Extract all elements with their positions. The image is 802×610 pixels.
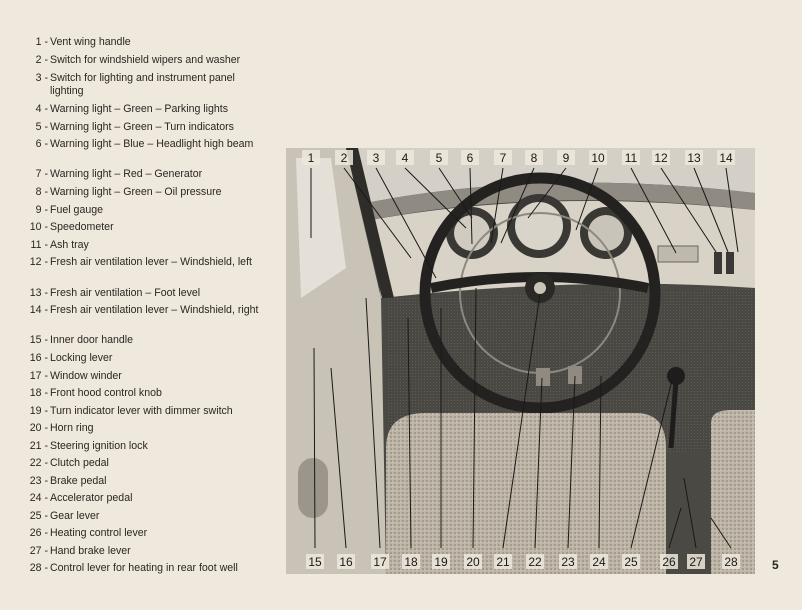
callout-number: 18 [404,555,418,569]
callout-number: 7 [499,151,507,165]
legend-item-text: Window winder [50,370,122,382]
legend-item-number: 22 - [29,457,48,469]
legend-item-number: 21 - [29,440,48,452]
legend-item-number: 17 - [29,370,48,382]
callout-number: 21 [496,555,510,569]
legend-item-text: Horn ring [50,422,94,434]
legend-item-number: 7 - [35,168,48,180]
legend-item-number: 2 - [35,54,48,66]
legend-item-text: Warning light – Green – Turn indicators [50,121,234,133]
legend-item-text: Control lever for heating in rear foot well [50,562,238,574]
legend-item-number: 11 - [30,239,48,251]
legend-item-text: Warning light – Green – Oil pressure [50,186,222,198]
legend-item-number: 20 - [29,422,48,434]
callout-number: 27 [689,555,703,569]
legend-item-number: 28 - [29,562,48,574]
legend-item-text: Fresh air ventilation lever – Windshield, right [50,304,259,316]
callout-number: 6 [466,151,474,165]
legend-item-text: Turn indicator lever with dimmer switch [50,405,233,417]
legend-item-number: 10 - [29,221,48,233]
callout-number: 2 [340,151,348,165]
legend-item-text: Vent wing handle [50,36,131,48]
legend-item-text: Inner door handle [50,334,134,346]
legend-item-number: 3 - [35,72,48,84]
legend-item-number: 18 - [29,387,48,399]
legend-item-text: Heating control lever [50,527,148,539]
callout-number: 17 [373,555,387,569]
legend-item-number: 23 - [29,475,48,487]
legend-item-text: Warning light – Blue – Headlight high beam [50,138,254,150]
callout-number: 20 [466,555,480,569]
legend-item-text: Brake pedal [50,475,107,487]
legend-item-text: Accelerator pedal [50,492,133,504]
legend-item-text: Speedometer [50,221,114,233]
callout-number: 4 [401,151,409,165]
callout-number: 5 [435,151,443,165]
callout-number: 1 [307,151,315,165]
callout-number: 28 [724,555,738,569]
legend-item-text: Switch for windshield wipers and washer [50,54,241,66]
dashboard-illustration [286,148,755,574]
legend-item-text: Fresh air ventilation – Foot level [50,287,201,299]
callout-number: 8 [530,151,538,165]
legend-item-text: Front hood control knob [50,387,162,399]
legend-item-number: 15 - [29,334,48,346]
callout-number: 23 [561,555,575,569]
callout-number: 22 [528,555,542,569]
legend-item-number: 13 - [29,287,48,299]
legend-item-text: Hand brake lever [50,545,131,557]
callout-number: 16 [339,555,353,569]
legend-item-text: Ash tray [50,239,89,251]
legend-item-text: Switch for lighting and instrument panel lighting [50,72,235,97]
callout-number: 15 [308,555,322,569]
legend-item-number: 1 - [35,36,48,48]
legend-item-number: 8 - [35,186,48,198]
legend-item-number: 9 - [35,204,48,216]
legend-item-number: 24 - [29,492,48,504]
legend-item-number: 14 - [29,304,48,316]
legend-list [0,0,280,610]
legend-item-number: 25 - [29,510,48,522]
legend-item-text: Warning light – Green – Parking lights [50,103,229,115]
callout-number: 26 [662,555,676,569]
legend-item-number: 5 - [35,121,48,133]
legend-item-text: Steering ignition lock [50,440,148,452]
legend-item-text: Fresh air ventilation lever – Windshield, left [50,256,252,268]
callout-number: 9 [562,151,570,165]
callout-number: 10 [591,151,605,165]
callout-number: 25 [624,555,638,569]
legend-item-number: 19 - [29,405,48,417]
legend-item-text: Gear lever [50,510,100,522]
legend-item-text: Clutch pedal [50,457,109,469]
callout-number: 11 [624,151,638,165]
legend-item-text: Warning light – Red – Generator [50,168,203,180]
callout-number: 13 [687,151,701,165]
callout-number: 14 [719,151,733,165]
legend-item-number: 6 - [35,138,48,150]
legend-item-number: 26 - [29,527,48,539]
legend-item-number: 12 - [29,256,48,268]
callout-number: 3 [372,151,380,165]
dashboard-photo [286,148,755,574]
legend-item-number: 4 - [35,103,48,115]
callout-number: 19 [434,555,448,569]
legend-item-text: Locking lever [50,352,113,364]
callout-number: 24 [592,555,606,569]
legend-item-text: Fuel gauge [50,204,104,216]
page-number: 5 [772,558,779,572]
callout-number: 12 [654,151,668,165]
legend-item-number: 27 - [29,545,48,557]
legend-item-number: 16 - [29,352,48,364]
